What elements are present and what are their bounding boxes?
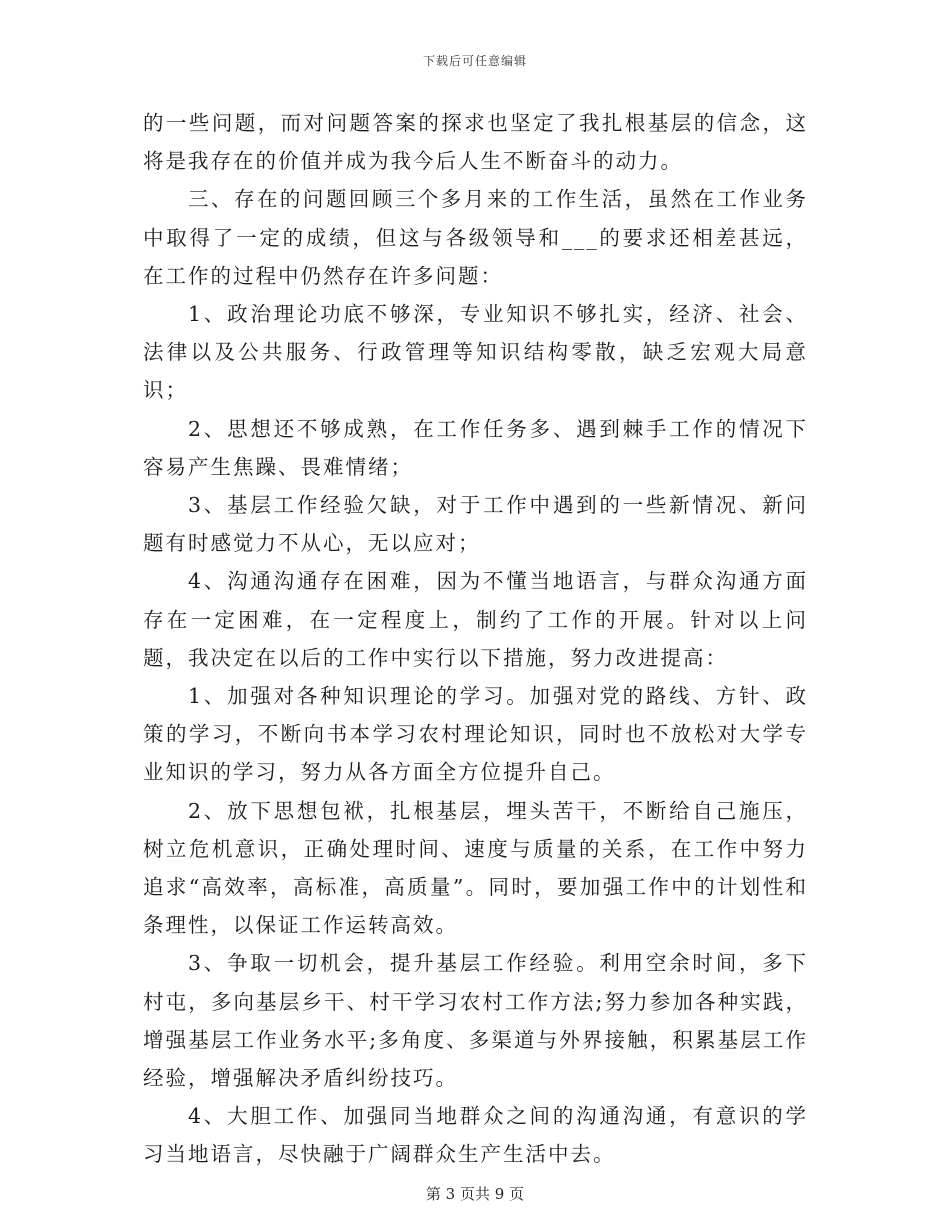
paragraph-continuation: 的一些问题，而对问题答案的探求也坚定了我扎根基层的信念，这将是我存在的价值并成为我今后人生不断奋斗的动力。 — [143, 111, 808, 174]
page-number-footer: 第 3 页共 9 页 — [425, 1185, 525, 1203]
paragraph-measure-4: 4、大胆工作、加强同当地群众之间的沟通沟通，有意识的学习当地语言，尽快融于广阔群众生产生活中去。 — [143, 1104, 808, 1167]
page-header: 下载后可任意编辑 — [422, 54, 527, 68]
paragraph-problem-1: 1、政治理论功底不够深，专业知识不够扎实，经济、社会、法律以及公共服务、行政管理等知识结构零散，缺乏宏观大局意识； — [143, 302, 808, 403]
document-body — [143, 104, 808, 1174]
paragraph-measure-1: 1、加强对各种知识理论的学习。加强对党的路线、方针、政策的学习，不断向书本学习农村理论知识，同时也不放松对大学专业知识的学习，努力从各方面全方位提升自己。 — [143, 684, 808, 785]
paragraph-section-three-problems: 三、存在的问题回顾三个多月来的工作生活，虽然在工作业务中取得了一定的成绩，但这与各级领导和___的要求还相差甚远，在工作的过程中仍然存在许多问题： — [143, 187, 808, 288]
paragraph-measure-2: 2、放下思想包袱，扎根基层，埋头苦干，不断给自己施压，树立危机意识，正确处理时间、速度与质量的关系，在工作中努力追求“高效率，高标准，高质量”。同时，要加强工作中的计划性和条理性，以保证工作运转高效。 — [143, 798, 808, 938]
paragraph-problem-2: 2、思想还不够成熟，在工作任务多、遇到棘手工作的情况下容易产生焦躁、畏难情绪； — [143, 416, 808, 479]
paragraph-problem-4: 4、沟通沟通存在困难，因为不懂当地语言，与群众沟通方面存在一定困难，在一定程度上，制约了工作的开展。针对以上问题，我决定在以后的工作中实行以下措施，努力改进提高： — [143, 569, 808, 670]
paragraph-problem-3: 3、基层工作经验欠缺，对于工作中遇到的一些新情况、新问题有时感觉力不从心，无以应对； — [143, 493, 808, 556]
paragraph-measure-3: 3、争取一切机会，提升基层工作经验。利用空余时间，多下村屯，多向基层乡干、村干学习农村工作方法;努力参加各种实践，增强基层工作业务水平;多角度、多渠道与外界接触，积累基层工作经验，增强解决矛盾纠纷技巧。 — [143, 951, 808, 1091]
